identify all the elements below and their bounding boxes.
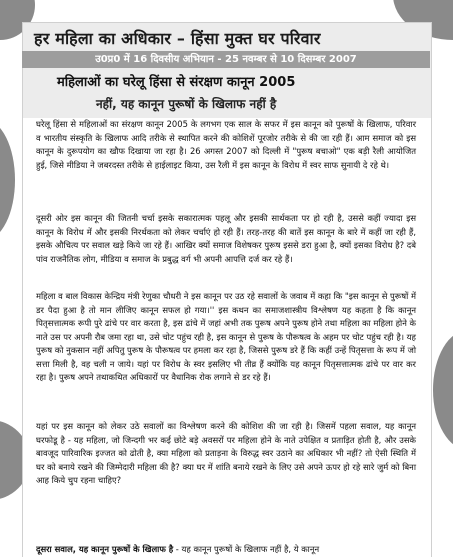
paragraph-continuation: - यह कानून पुरूषों के खिलाफ नहीं है, ये कानून [173,544,320,554]
page-title: हर महिला का अधिकार – हिंसा मुक्त घर परिवार [34,29,321,48]
paragraph-last [36,543,416,556]
paragraph: दूसरी ओर इस कानून की जितनी चर्चा इसके सकारात्मक पहलू और इसकी सार्थकता पर हो रही है, उससे कहीं ज्यादा इस कानून के विरोध में और इसकी निरर्थकता को लेकर चर्चाएं हो रही हैं। तरह-तरह की बातें इस कानून के बारे में कहीं जा रही हैं, इसके औचित्य पर सवाल खड़े किये जा रहे हैं। आखिर क्यों समाज विशेषकर पुरूष इससे डरा हुआ है, क्यों इसका विरोध है? दबे पांव राजनैतिक लोग, मीडिया व समाज के प्रबुद्ध वर्ग भी अपनी आपत्ति दर्ज कर रहे हैं। [36,213,416,264]
page-subtitle: महिलाओं का घरेलू हिंसा से संरक्षण कानून 2005 [57,75,296,90]
paragraph: घरेलू हिंसा से महिलाओं का संरक्षण कानून 2005 के लगभग एक साल के सफर में इस कानून को पुरूषों के खिलाफ, परिवार व भारतीय संस्कृति के खिलाफ आदि तरीके से स्थापित करने की कोशिशें पूरजोर तरीके से की जा रही हैं। आम समाज को इस कानून के दुरूपयोग का खौफ दिखाया जा रहा है। 26 अगस्त 2007 को दिल्ली में "पुरूष बचाओ" एक बड़ी रैली आयोजित हुई, जिसे मीडिया ने जबरदस्त तरीके से हाईलाइट किया, उस रैली में इस कानून के विरोध में स्वर साफ सुनायी दे रहे थे। [36,119,416,170]
campaign-banner: उ0प्र0 में 16 दिवसीय अभियान - 25 नवम्बर से 10 दिसम्बर 2007 [22,51,430,68]
paragraph: यहां पर इस कानून को लेकर उठे सवालों का विश्लेषण करने की कोशिश की जा रही है। जिसमें पहला सवाल, यह कानून घरफोडू है - यह महिला, जो जिन्दगी भर कई छोटे बड़े अवसरों पर महिला होने के नाते उपेक्षित व प्रताड़ित होती है, और उसके बावजूद पारिवारिक इज्जत को ढोती है, क्या महिला को प्रताड़ना के विरुद्ध स्वर उठाने का अधिकार भी नहीं? तो ऐसी स्थिति में घर को बनाये रखने की जिम्मेदारी महिला की है? क्या घर में शांति बनाये रखने के लिए उसे अपने ऊपर हो रहे सारे जुर्म को बिना आह किये चुप रहना चाहिए? [36,421,416,485]
paragraph-lead: दूसरा सवाल, यह कानून पुरूषों के खिलाफ है [36,544,174,554]
paragraph: महिला व बाल विकास केन्द्रिय मंत्री रेणुका चौधरी ने इस कानून पर उठ रहे सवालों के जवाब में कहा कि "इस कानून से पुरूषों में डर पैदा हुआ है तो मान लीजिए कानून सफल हो गया।'' इस कथन का समाजशास्त्रीय विश्लेषण यह कहता है कि कानून पितृसत्तात्मक रूपी पुरे ढांचे पर वार करता है, इस ढांचे में जहां अभी तक पुरूष अपने पुरूष होने तथा महिला का महिला होने के नाते उस पर अपनी रौब जमा रहा था, उसे चोट पहुंच रही है, इस कानून से पुरूष के पौरूषत्व के अहम पर चोट पहुंच रही है। यह पुरूष को नुकसान नहीं अपितु पुरूष के पौरूषत्व पर हमला कर रहा है, जिससे पुरूष डरे हैं कि कहीं उन्हें पितृसत्ता के रूप में जो सत्ता मिली है, वह चली न जाये। यहां पर विरोध के स्वर इसलिए भी तीव्र हैं क्योंकि यह कानून पितृसत्तात्मक ढांचे पर वार कर रहा है। पुरूष अपने तथाकथित अधिकारों पर वैधानिक रोक लगाने से डर रहे हैं। [36,291,416,382]
section-heading: नहीं, यह कानून पुरूषों के खिलाफ नहीं है [96,97,277,111]
